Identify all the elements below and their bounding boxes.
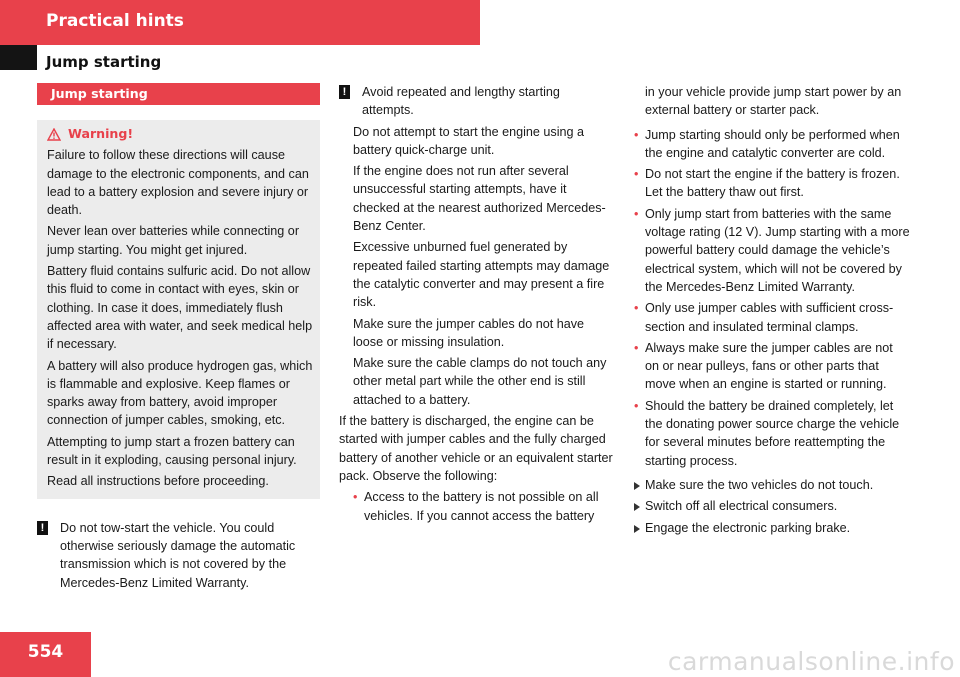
notice-starting-attempts [339,83,615,120]
bullet-item [634,165,910,202]
bullet-text: Only use jumper cables with sufficient cross-section and insulated terminal clamps. [645,301,894,334]
intro-paragraph: If the battery is discharged, the engine can be started with jumper cables and the fully charged battery of another vehicle or an equivalent starter pack. Observe the following: [339,414,613,483]
step-text: Engage the electronic parking brake. [645,520,851,535]
page-number: 554 [0,632,91,677]
column-left [37,83,320,592]
notice-subparagraph: Do not attempt to start the engine using a battery quick-charge unit. [353,124,585,157]
warning-paragraph: A battery will also produce hydrogen gas, which is flammable and explosive. Keep flames or sparks away from battery, avoid improper connection of jumper cables, smoking, etc. [47,358,313,428]
bullet-item [634,397,910,470]
page-subtitle: Jump starting [46,53,162,71]
bullet-item [353,488,615,525]
step-text: Make sure the two vehicles do not touch. [645,477,874,492]
notice-text: Do not tow-start the vehicle. You could otherwise seriously damage the automatic transmission which is not covered by the Mercedes-Benz Limited Warranty. [60,520,296,590]
section-title: Practical hints [46,11,184,31]
arrow-step-icon [634,503,640,511]
bullet-text: Jump starting should only be performed when the engine and catalytic converter are cold. [645,127,900,160]
exclamation-icon: ! [339,85,350,99]
arrow-step-icon [634,525,640,533]
warning-box [37,120,320,499]
bullet-text: Only jump start from batteries with the same voltage rating (12 V). Jump starting with a more powerful battery could damage the vehicle’s electrical system, which will not be covered by the Mercedes-Benz Limited Warranty. [645,206,910,294]
step-item [634,476,910,494]
warning-heading [47,125,314,143]
column-right [634,83,910,537]
bullet-text: Should the battery be drained completely, let the donating power source charge the vehicle for several minutes before reattempting the starting process. [645,398,900,468]
bullet-item [634,299,910,336]
header-marker [0,45,37,70]
bullet-continuation: in your vehicle provide jump start power by an external battery or starter pack. [645,85,902,118]
bullet-item [634,339,910,394]
bullet-item [634,126,910,163]
bullet-dot: • [634,167,639,182]
warning-paragraph: Battery fluid contains sulfuric acid. Do not allow this fluid to come in contact with eyes, skin or clothing. In case it does, immediately flush affected area with water, and seek medical help if necessary. [47,264,313,352]
bullet-dot: • [634,340,639,355]
bullet-dot: • [634,398,639,413]
warning-paragraph: Never lean over batteries while connecting or jump starting. You might get injured. [47,224,300,257]
notice-subparagraph: If the engine does not run after several unsuccessful starting attempts, have it checked at the nearest authorized Mercedes-Benz Center. [353,164,606,234]
column-middle [339,83,615,525]
warning-title: Warning! [68,126,134,141]
bullet-text: Access to the battery is not possible on all vehicles. If you cannot access the battery [364,490,599,523]
step-item [634,497,910,515]
bullet-item [634,205,910,296]
arrow-step-icon [634,482,640,490]
notice-subparagraph: Make sure the cable clamps do not touch any other metal part while the other end is still attached to a battery. [353,356,607,407]
notice-text: Avoid repeated and lengthy starting attempts. [362,85,560,118]
step-item [634,519,910,537]
warning-paragraph: Read all instructions before proceeding. [47,474,269,489]
section-bar: Jump starting [37,83,320,105]
notice-tow-start [37,519,320,592]
bullet-text: Always make sure the jumper cables are not on or near pulleys, fans or other parts that move when an engine is started or running. [645,340,893,392]
notice-subparagraph: Excessive unburned fuel generated by repeated failed starting attempts may damage the catalytic converter and may present a fire risk. [353,240,610,310]
bullet-dot: • [353,490,358,505]
bullet-text: Do not start the engine if the battery is frozen. Let the battery thaw out first. [645,167,900,200]
warning-paragraph: Attempting to jump start a frozen battery can result in it exploding, causing personal injury. [47,434,297,468]
warning-triangle-icon [47,128,61,141]
warning-paragraph: Failure to follow these directions will cause damage to the electronic components, and can lead to a battery explosion and severe injury or death. [47,148,309,218]
exclamation-icon: ! [37,521,48,535]
bullet-dot: • [634,206,639,221]
watermark: carmanualsonline.info [667,647,955,676]
step-text: Switch off all electrical consumers. [645,499,838,514]
notice-subparagraph: Make sure the jumper cables do not have loose or missing insulation. [353,316,585,349]
bullet-dot: • [634,301,639,316]
bullet-dot: • [634,127,639,142]
